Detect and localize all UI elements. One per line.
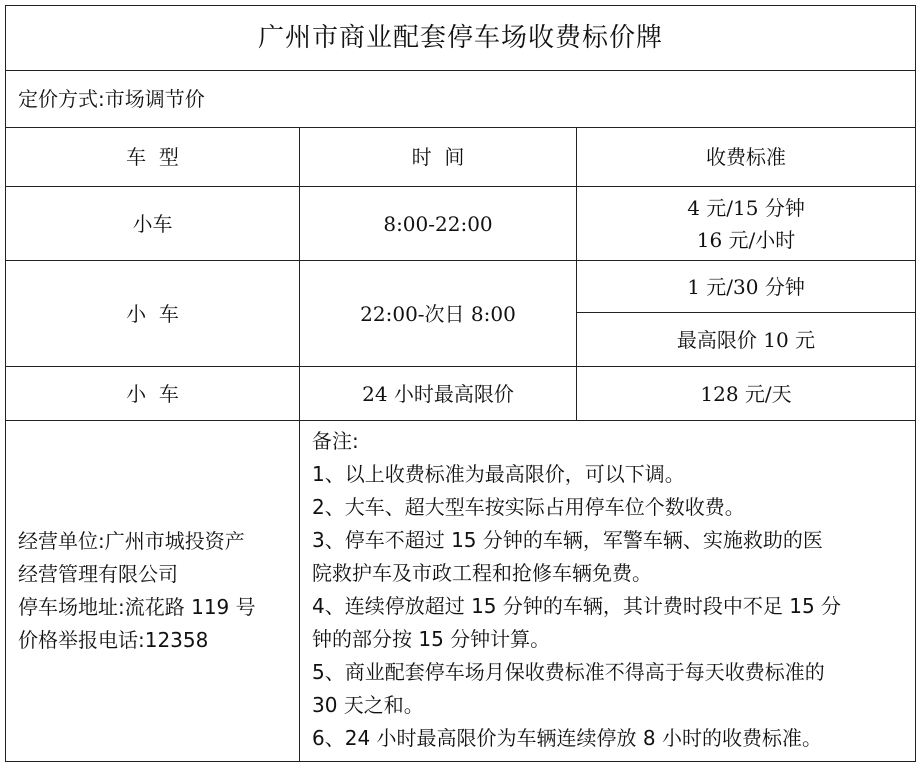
note-3-line-1: 3、停车不超过 15 分钟的车辆，军警车辆、实施救助的医: [312, 528, 823, 552]
notes-section: [300, 421, 916, 762]
title-row: [6, 6, 916, 71]
day-fee: [577, 187, 916, 261]
note-6: 6、24 小时最高限价为车辆连续停放 8 小时的收费标准。: [312, 726, 822, 750]
header-standard: 收费标准: [577, 128, 916, 187]
day-vehicle: 小车: [6, 187, 300, 261]
night-fee-cap: 最高限价 10 元: [577, 313, 916, 367]
operator-info: [6, 421, 300, 762]
header-row: [6, 128, 916, 187]
operator-hotline: 价格举报电话:12358: [18, 628, 209, 652]
board-title: 广州市商业配套停车场收费标价牌: [6, 6, 916, 71]
header-time: [300, 128, 577, 187]
price-board-table: [5, 5, 916, 762]
note-4-line-1: 4、连续停放超过 15 分钟的车辆，其计费时段中不足 15 分: [312, 594, 842, 618]
operator-address: 停车场地址:流花路 119 号: [18, 595, 256, 619]
table-row-day: [6, 187, 916, 261]
cap-time: 24 小时最高限价: [300, 367, 577, 421]
pricing-method-row: [6, 71, 916, 128]
header-vehicle-type: [6, 128, 300, 187]
footer-row: [6, 421, 916, 762]
notes-heading: 备注:: [312, 429, 359, 453]
night-vehicle-text: 小 车: [126, 301, 179, 326]
header-time-text: 时 间: [411, 145, 465, 169]
pricing-method: 定价方式:市场调节价: [6, 71, 916, 128]
note-5-line-2: 30 天之和。: [312, 693, 424, 717]
cap-vehicle-text: 小 车: [126, 381, 179, 406]
cap-fee: 128 元/天: [577, 367, 916, 421]
header-vehicle-type-text: 车 型: [126, 145, 179, 169]
note-1: 1、以上收费标准为最高限价，可以下调。: [312, 462, 685, 486]
cap-vehicle: [6, 367, 300, 421]
day-fee-line2: 16 元/小时: [696, 227, 796, 252]
operator-line-2: 经营管理有限公司: [18, 562, 178, 586]
note-5-line-1: 5、商业配套停车场月保收费标准不得高于每天收费标准的: [312, 660, 825, 684]
operator-line-1: 经营单位:广州市城投资产: [18, 529, 245, 553]
note-3-line-2: 院救护车及市政工程和抢修车辆免费。: [312, 561, 652, 585]
night-fee-rate: 1 元/30 分钟: [577, 261, 916, 313]
table-row-daily-cap: [6, 367, 916, 421]
night-time: 22:00-次日 8:00: [300, 261, 577, 367]
night-vehicle: [6, 261, 300, 367]
table-row-night: [6, 261, 916, 313]
note-4-line-2: 钟的部分按 15 分钟计算。: [312, 627, 551, 651]
note-2: 2、大车、超大型车按实际占用停车位个数收费。: [312, 495, 745, 519]
day-fee-line1: 4 元/15 分钟: [687, 195, 805, 220]
day-time: 8:00-22:00: [300, 187, 577, 261]
